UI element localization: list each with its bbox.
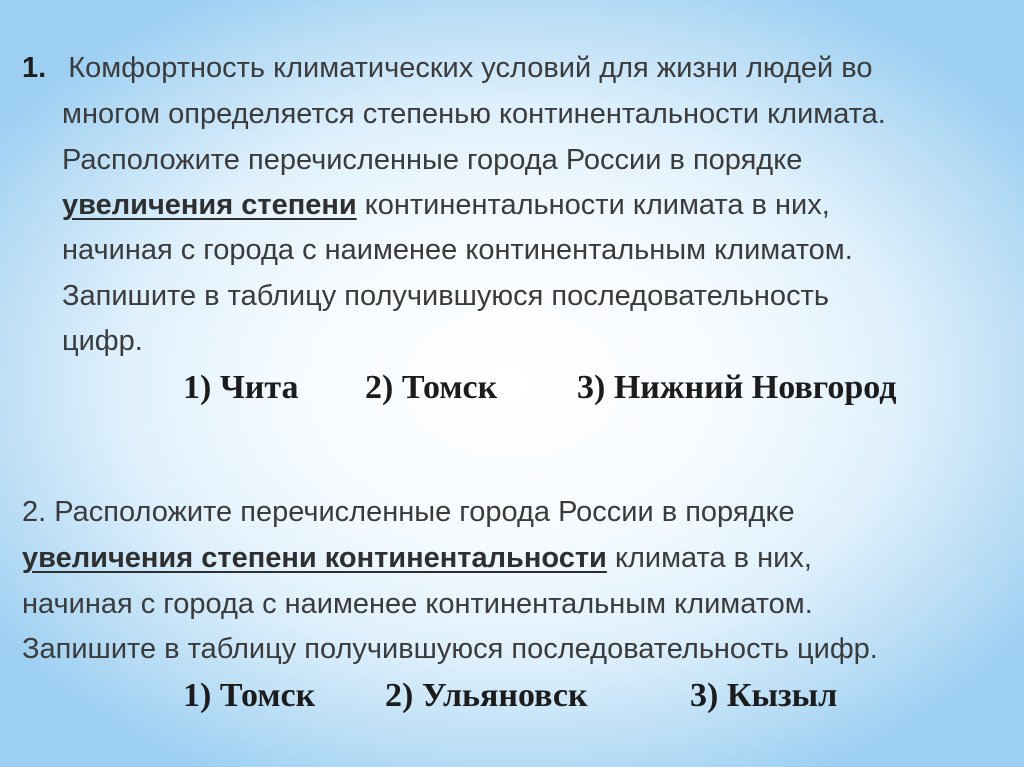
option-ulyanovsk: 2) Ульяновск xyxy=(385,677,588,714)
question-2-line-2-text: климата в них, xyxy=(606,542,812,574)
question-1-line-1-text: Комфортность климатических условий для жизни людей во xyxy=(68,52,873,84)
option-nizhny-novgorod: 3) Нижний Новгород xyxy=(577,369,897,406)
question-1-number: 1. xyxy=(22,52,47,84)
question-2-options xyxy=(0,676,1024,716)
question-1-line-4-text: континентальности климата в них, xyxy=(356,189,830,221)
question-2-emphasis: увеличения степени континентальности xyxy=(22,542,607,574)
question-1-options xyxy=(0,368,1024,408)
option-tomsk: 1) Томск xyxy=(183,677,316,714)
question-1-line-7: цифр. xyxy=(62,325,143,357)
question-2-line-4: Запишите в таблицу получившуюся последовательность цифр. xyxy=(22,633,878,665)
question-1-line-2: многом определяется степенью континентальности климата. xyxy=(62,98,886,130)
question-2-line-1: 2. Расположите перечисленные города России в порядке xyxy=(22,496,795,528)
question-1-line-6: Запишите в таблицу получившуюся последовательность xyxy=(62,280,829,312)
question-2-line-3: начиная с города с наименее континентальным климатом. xyxy=(22,588,813,620)
question-1-line-5: начиная с города с наименее континентальным климатом. xyxy=(62,234,853,266)
option-kyzyl: 3) Кызыл xyxy=(690,677,838,714)
question-1-emphasis: увеличения степени xyxy=(62,189,357,221)
question-1-line-1 xyxy=(22,50,873,86)
option-chita: 1) Чита xyxy=(183,369,299,406)
question-1-line-3: Расположите перечисленные города России в порядке xyxy=(62,144,803,176)
question-2-line-2 xyxy=(22,540,812,576)
option-tomsk: 2) Томск xyxy=(365,369,498,406)
question-1-line-4 xyxy=(62,187,830,223)
